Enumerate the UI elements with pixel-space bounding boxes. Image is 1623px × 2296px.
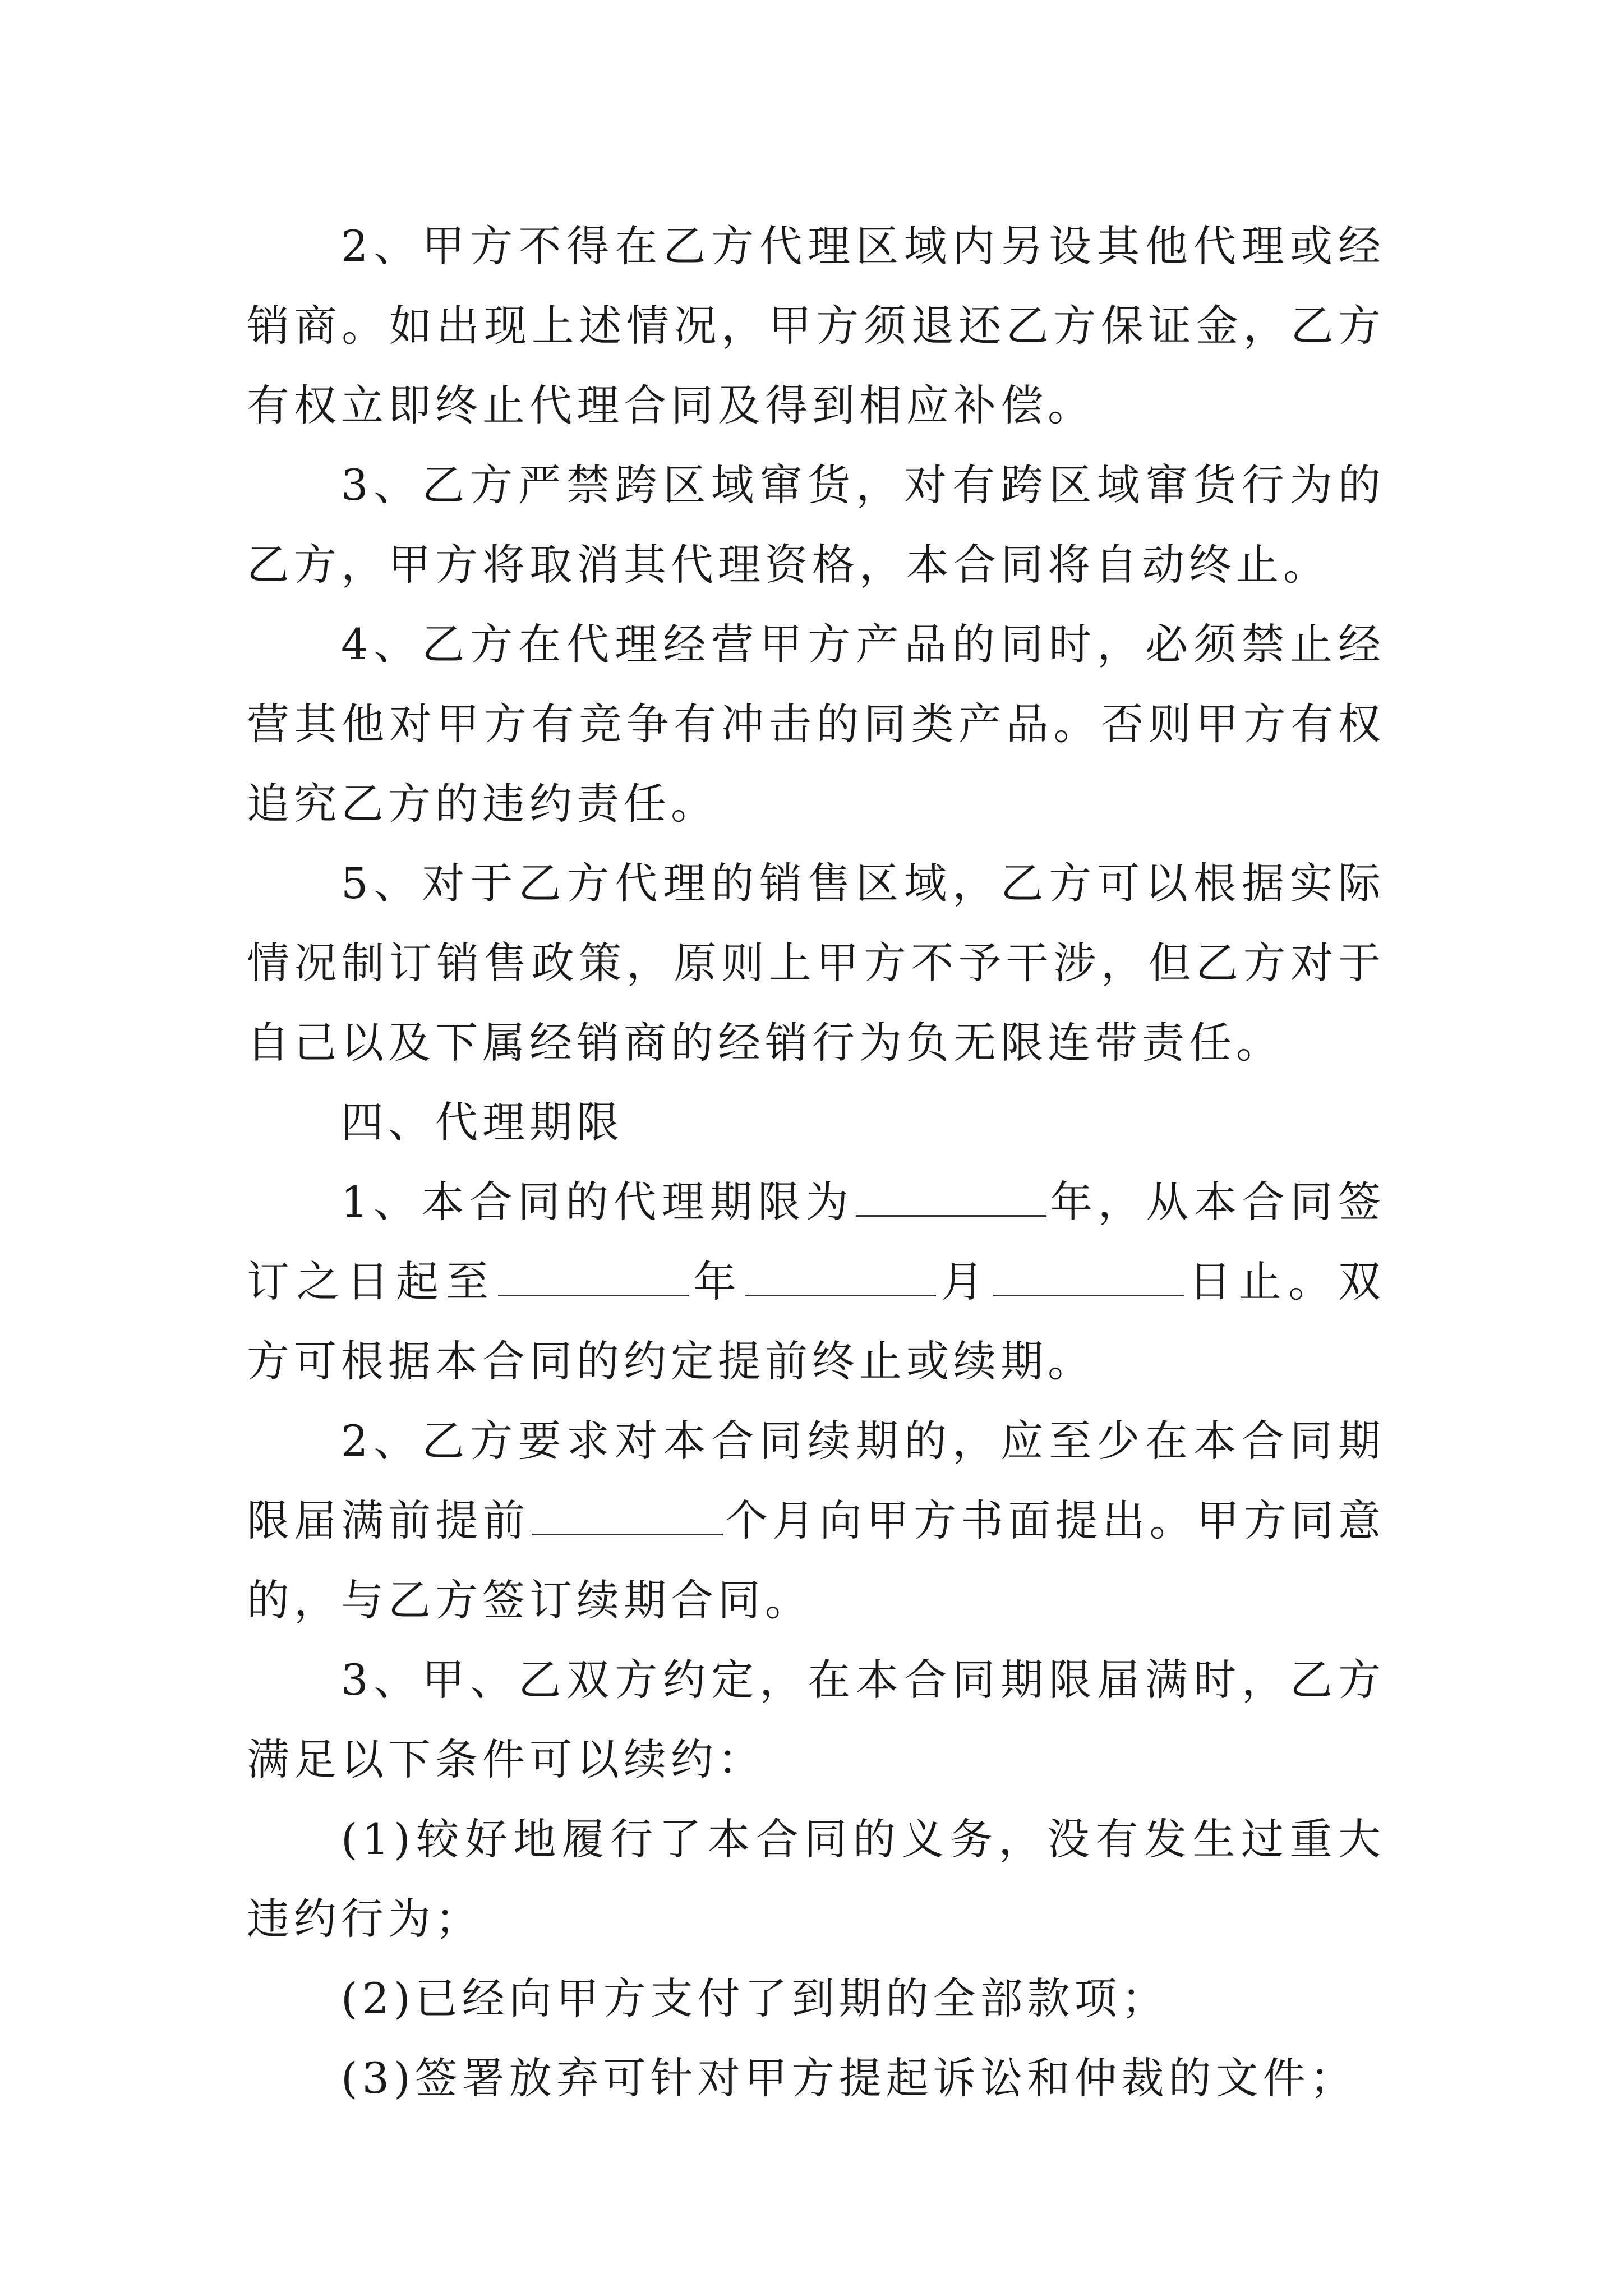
term-clause-1-text-a: 1、本合同的代理期限为 — [341, 1177, 854, 1227]
renewal-condition-3: (3)签署放弃可针对甲方提起诉讼和仲裁的文件； — [341, 2053, 1357, 2103]
clause-4-competing-products: 4、乙方在代理经营甲方产品的同时，必须禁止经营其他对甲方有竞争有冲击的同类产品。否则甲方有权追究乙方的违约责任。 — [247, 619, 1385, 829]
term-clause-2-text-a: 2、乙方要求对本合同续期的，应至少在本合同期限届满前提前 — [247, 1416, 1385, 1545]
blank-end-month — [745, 1257, 936, 1296]
term-clause-1-text-c: 年 — [690, 1257, 744, 1306]
clause-2-exclusive-agent: 2、甲方不得在乙方代理区域内另设其他代理或经销商。如出现上述情况，甲方须退还乙方保证金，乙方有权立即终止代理合同及得到相应补偿。 — [247, 221, 1385, 430]
term-clause-1-text-b: 年，从本合同签订之日起至 — [247, 1177, 1385, 1306]
blank-end-year — [498, 1257, 689, 1296]
term-clause-1 — [247, 1162, 1385, 1401]
term-clause-3: 3、甲、乙双方约定，在本合同期限届满时，乙方满足以下条件可以续约： — [247, 1655, 1385, 1784]
renewal-condition-1: (1)较好地履行了本合同的义务，没有发生过重大违约行为； — [247, 1814, 1385, 1944]
blank-end-day — [993, 1257, 1184, 1296]
term-clause-1-text-e: 日止。双方可根据本合同的约定提前终止或续期。 — [247, 1257, 1386, 1386]
blank-notice-months — [532, 1496, 723, 1535]
term-clause-2 — [247, 1401, 1385, 1640]
blank-term-years — [856, 1177, 1046, 1217]
section-heading-agency-term: 四、代理期限 — [341, 1097, 624, 1147]
renewal-condition-2: (2)已经向甲方支付了到期的全部款项； — [341, 1973, 1169, 2023]
clause-5-sales-policy: 5、对于乙方代理的销售区域，乙方可以根据实际情况制订销售政策，原则上甲方不予干涉，但乙方对于自己以及下属经销商的经销行为负无限连带责任。 — [247, 858, 1385, 1068]
contract-body — [247, 206, 1385, 2118]
clause-3-cross-region: 3、乙方严禁跨区域窜货，对有跨区域窜货行为的乙方，甲方将取消其代理资格，本合同将自动终止。 — [247, 460, 1385, 590]
term-clause-1-text-d: 月 — [938, 1257, 991, 1306]
term-clause-2-text-b: 个月向甲方书面提出。甲方同意的，与乙方签订续期合同。 — [247, 1496, 1386, 1625]
